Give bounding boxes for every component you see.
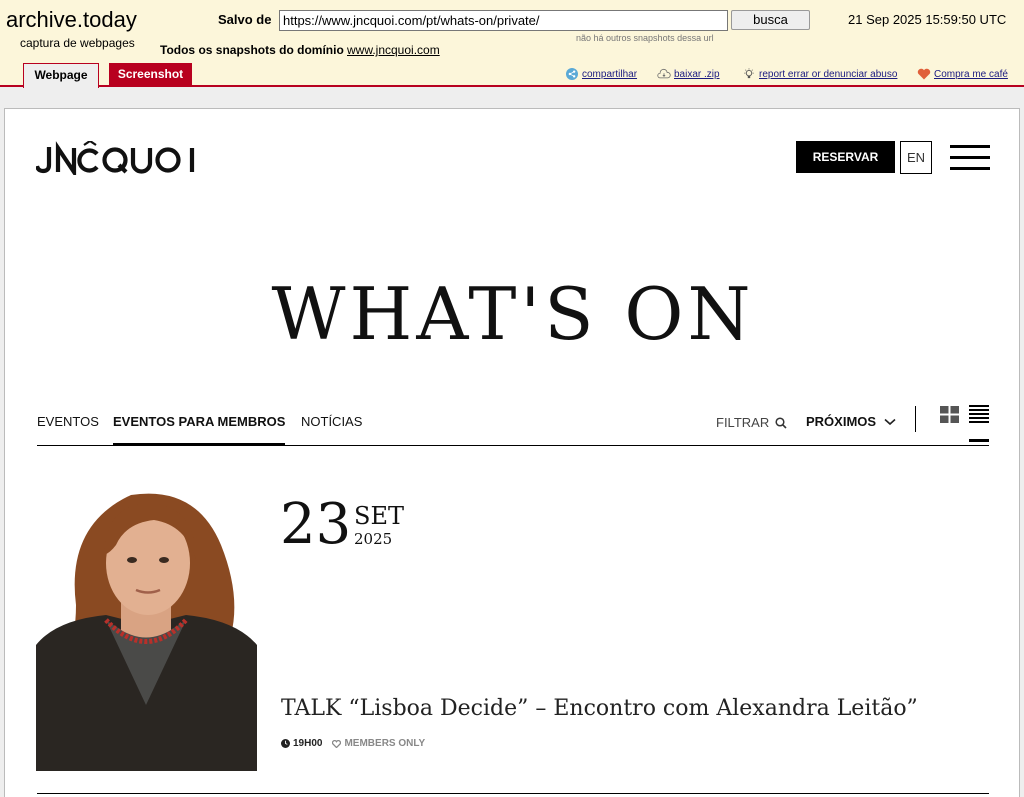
- download-label: baixar .zip: [674, 68, 720, 80]
- jncquoi-logo-icon: [36, 141, 198, 175]
- tab-webpage[interactable]: Webpage: [23, 63, 99, 88]
- sort-dropdown[interactable]: [806, 414, 896, 429]
- download-link[interactable]: [657, 68, 720, 80]
- lightbulb-icon: [742, 68, 756, 80]
- event-month: SET: [354, 502, 404, 530]
- active-tab-underline: [113, 443, 285, 446]
- share-link[interactable]: [565, 68, 637, 80]
- sort-label: PRÓXIMOS: [806, 414, 877, 429]
- event-divider: [37, 793, 989, 794]
- event-day: 23: [280, 492, 352, 557]
- coffee-link[interactable]: [917, 68, 1008, 80]
- snapshot-date: 21 Sep 2025 15:59:50 UTC: [848, 12, 1007, 27]
- list-view-icon[interactable]: [969, 404, 989, 426]
- domain-link[interactable]: www.jncquoi.com: [347, 43, 440, 57]
- members-only-badge: [332, 738, 425, 749]
- webpage-frame: [4, 108, 1020, 797]
- coffee-label: Compra me café: [934, 68, 1008, 80]
- report-link[interactable]: [742, 68, 897, 80]
- grid-view-icon[interactable]: [940, 406, 960, 424]
- no-snapshots-note: não há outros snapshots dessa url: [576, 33, 714, 43]
- tab-eventos[interactable]: EVENTOS: [37, 414, 99, 429]
- url-input[interactable]: [279, 10, 728, 31]
- share-icon: [565, 68, 579, 80]
- filter-label: FILTRAR: [716, 415, 770, 430]
- events-nav: [37, 406, 989, 446]
- reserve-button[interactable]: RESERVAR: [796, 141, 895, 173]
- report-label: report errar or denunciar abuso: [759, 68, 898, 80]
- members-only-label: MEMBERS ONLY: [344, 738, 426, 749]
- site-logo[interactable]: [36, 135, 198, 175]
- clock-icon: [281, 739, 290, 748]
- share-label: compartilhar: [582, 68, 638, 80]
- chevron-down-icon: [884, 418, 896, 426]
- event-meta: [281, 738, 425, 749]
- cloud-download-icon: [657, 68, 671, 80]
- language-button[interactable]: EN: [900, 141, 932, 174]
- hamburger-menu-icon[interactable]: [950, 145, 990, 171]
- archive-logo[interactable]: archive.today: [6, 7, 137, 32]
- saved-from-label: Salvo de: [218, 12, 272, 27]
- heart-icon: [332, 740, 341, 748]
- archive-toolbar: [0, 0, 1024, 87]
- filter-button[interactable]: [716, 415, 787, 430]
- tab-screenshot[interactable]: Screenshot: [109, 63, 192, 87]
- search-icon: [775, 417, 787, 429]
- active-view-underline: [969, 439, 989, 442]
- event-time: [281, 738, 322, 749]
- tab-eventos-membros[interactable]: EVENTOS PARA MEMBROS: [113, 414, 286, 429]
- page-title: WHAT'S ON: [271, 272, 755, 356]
- heart-icon: [917, 68, 931, 80]
- archive-subtitle: captura de webpages: [20, 36, 135, 50]
- all-snapshots-label: Todos os snapshots do domínio: [160, 43, 344, 57]
- nav-divider: [915, 406, 916, 432]
- search-button[interactable]: busca: [731, 10, 810, 30]
- event-photo[interactable]: [36, 485, 257, 771]
- event-title[interactable]: TALK “Lisboa Decide” – Encontro com Alexandra Leitão”: [281, 696, 918, 721]
- tab-noticias[interactable]: NOTÍCIAS: [301, 414, 363, 429]
- event-year: 2025: [354, 530, 393, 548]
- event-time-label: 19H00: [293, 738, 323, 749]
